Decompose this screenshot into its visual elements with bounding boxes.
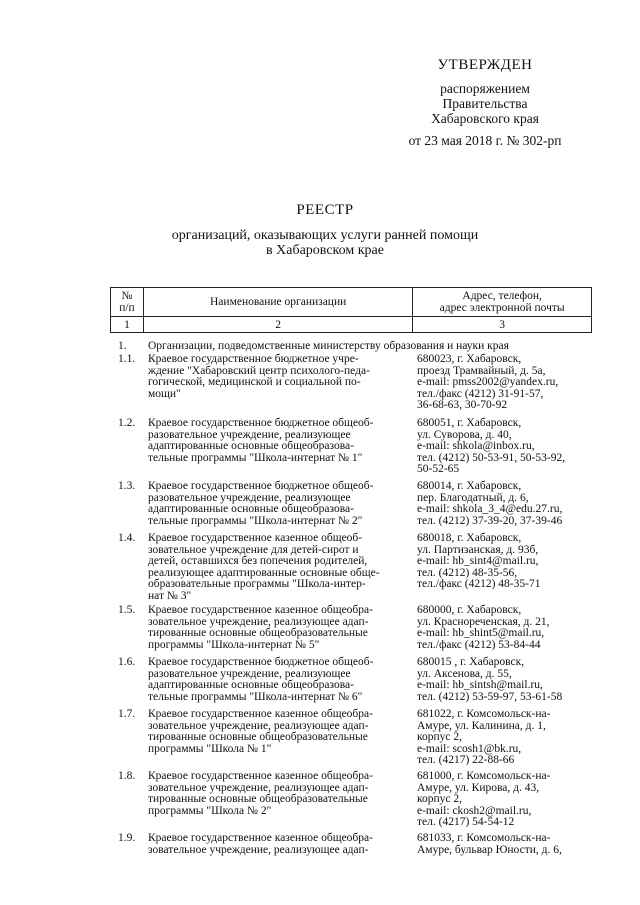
organization-name [148,533,398,602]
table-row [110,418,600,481]
header-number: № п/п [111,288,144,317]
section-text: Организации, подведомственные министерству образования и науки края [148,340,509,352]
organization-name [148,354,398,400]
contact-line: 680018, г. Хабаровск, [417,532,522,544]
organization-name [148,833,398,856]
approval-line: распоряжением [440,81,530,96]
approval-block [385,58,585,148]
approval-date: от 23 мая 2018 г. № 302-рп [408,133,562,148]
contact-line: e-mail: ckosh2@mail.ru, [417,804,532,817]
org-line: Краевое государственное казенное общеобра- [148,604,373,616]
org-line: тированные основные общеобразовательные [148,793,368,805]
entry-number: 1.5. [118,604,136,616]
organization-name [148,418,398,464]
title-line: организаций, оказывающих услуги ранней помощи [171,228,479,243]
table-row [110,771,600,833]
contact-line: пер. Благодатный, д. 6, [417,491,529,504]
org-line: тированные основные общеобразовательные [148,627,368,639]
organization-contacts [417,771,597,829]
section-number: 1. [118,340,127,352]
organization-contacts [417,605,597,651]
org-line: тированные основные общеобразовательные [148,731,368,743]
organization-name [148,771,398,817]
contact-line: ул. Партизанская, д. 93б, [417,543,539,556]
title-line: в Хабаровском крае [266,243,384,258]
entry-number: 1.6. [118,656,136,668]
org-line: адаптированные основные общеобразова- [148,679,354,691]
org-line: разовательное учреждение, реализующее [148,491,351,504]
org-line: зовательное учреждение, реализующее адап- [148,843,369,856]
contact-line: 681022, г. Комсомольск-на- [417,708,551,720]
organization-contacts [417,418,597,476]
table-row [110,709,600,771]
contact-line: тел. (4217) 54-54-12 [417,816,515,828]
org-line: Краевое государственное казенное общеоб- [148,532,363,544]
contact-line: тел./факс (4212) 53-84-44 [417,638,541,651]
org-line: программы "Школа № 2" [148,804,272,817]
table-row [110,533,600,605]
org-line: Краевое государственное казенное общеобра- [148,770,373,782]
organization-contacts [417,833,597,856]
org-line: детей, оставшихся без попечения родителей, [148,555,368,567]
contact-line: тел. (4212) 50-53-91, 50-53-92, [417,451,566,464]
table-row [110,833,600,873]
organization-contacts [417,354,597,412]
contact-line: e-mail: shkola@inbox.ru, [417,440,535,452]
registry-table-header [110,287,592,333]
org-line: тельные программы "Школа-интернат № 6" [148,690,363,703]
org-line: Краевое государственное бюджетное учре- [148,353,359,365]
organization-name [148,481,398,527]
column-number: 2 [143,317,412,333]
org-line: адаптированные основные общеобразова- [148,440,354,452]
org-line: тельные программы "Школа-интернат № 1" [148,451,363,464]
approval-line: Правительства [442,96,528,111]
org-line: зовательное учреждение, реализующее адап- [148,719,369,732]
contact-line: тел. (4212) 37-39-20, 37-39-46 [417,514,563,527]
org-line: нат № 3" [148,589,192,602]
title-main: РЕЕСТР [296,202,354,218]
org-line: Краевое государственное бюджетное общеоб- [148,417,374,429]
org-line: зовательное учреждение, реализующее адап- [148,615,369,628]
entry-number: 1.4. [118,532,136,544]
column-number: 3 [413,317,592,333]
contact-line: ул. Суворова, д. 40, [417,428,512,441]
organization-contacts [417,481,597,527]
section-row [110,337,600,354]
organization-name [148,709,398,755]
organization-contacts [417,709,597,767]
table-row [110,354,600,418]
org-line: зовательное учреждение для детей-сирот и [148,543,359,556]
org-line: Краевое государственное бюджетное общеоб- [148,480,374,492]
contact-line: тел./факс (4212) 48-35-71 [417,578,541,590]
entry-list [110,354,600,873]
org-line: тельные программы "Школа-интернат № 2" [148,514,363,527]
contact-line: тел. (4217) 22-88-66 [417,754,515,766]
contact-line: e-mail: hb_shint5@mail.ru, [417,627,545,639]
column-number: 1 [111,317,144,333]
org-line: разовательное учреждение, реализующее [148,428,351,441]
org-line: Краевое государственное казенное общеобра- [148,708,373,720]
contact-line: 50-52-65 [417,463,460,475]
entry-number: 1.8. [118,770,136,782]
org-line: образовательные программы "Школа-интер- [148,578,366,590]
entry-number: 1.1. [118,353,136,365]
org-line: разовательное учреждение, реализующее [148,667,351,680]
contact-line: 36-68-63, 30-70-92 [417,399,508,411]
entry-number: 1.3. [118,480,136,492]
contact-line: тел. (4212) 53-59-97, 53-61-58 [417,690,563,703]
org-line: Краевое государственное бюджетное общеоб- [148,656,374,668]
entry-number: 1.9. [118,832,136,844]
table-row [110,481,600,533]
contact-line: 681000, г. Комсомольск-на- [417,770,551,782]
contact-line: 680023, г. Хабаровск, [417,353,522,365]
approval-heading: УТВЕРЖДЕН [437,57,533,73]
org-line: ждение "Хабаровский центр психолого-педа- [148,364,370,377]
org-line: зовательное учреждение, реализующее адап- [148,781,369,794]
org-line: реализующее адаптированные основные обще- [148,566,380,579]
organization-name [148,605,398,651]
organization-contacts [417,657,597,703]
contact-line: 680000, г. Хабаровск, [417,604,522,616]
contact-line: проезд Трамвайный, д. 5а, [417,364,546,377]
contact-line: 680014, г. Хабаровск, [417,480,522,492]
org-line: программы "Школа-интернат № 5" [148,638,320,651]
registry-entries [110,337,600,873]
contact-line: e-mail: hb_sintsh@mail.ru, [417,679,543,691]
contact-line: тел./факс (4212) 31-91-57, [417,387,544,400]
contact-line: Амуре, ул. Калинина, д. 1, [417,719,546,732]
contact-line: e-mail: pmss2002@yandex.ru, [417,376,559,388]
table-row [110,605,600,657]
approval-line: Хабаровского края [431,111,539,126]
contact-line: e-mail: scosh1@bk.ru, [417,742,522,755]
contact-line: Амуре, ул. Кирова, д. 43, [417,781,540,794]
org-line: программы "Школа № 1" [148,742,272,755]
contact-line: Амуре, бульвар Юности, д. 6, [417,843,562,856]
contact-line: 681033, г. Комсомольск-на- [417,832,551,844]
org-line: Краевое государственное казенное общеобра- [148,832,373,844]
contact-line: 680051, г. Хабаровск, [417,417,522,429]
organization-contacts [417,533,597,591]
organization-name [148,657,398,703]
contact-line: ул. Аксенова, д. 55, [417,667,512,680]
contact-line: тел. (4212) 48-35-56, [417,566,518,579]
header-address: Адрес, телефон, адрес электронной почты [413,288,592,317]
contact-line: e-mail: hb_sint4@mail.ru, [417,555,539,567]
org-line: адаптированные основные общеобразова- [148,503,354,515]
org-line: гогической, медицинской и социальной по- [148,376,361,388]
contact-line: 680015 , г. Хабаровск, [417,656,525,668]
table-row [110,657,600,709]
org-line: мощи" [148,387,181,400]
contact-line: ул. Краснореченская, д. 21, [417,615,550,628]
entry-number: 1.2. [118,417,136,429]
entry-number: 1.7. [118,708,136,720]
contact-line: корпус 2, [417,793,463,805]
contact-line: e-mail: shkola_3_4@edu.27.ru, [417,503,563,515]
header-org-name: Наименование организации [143,288,412,317]
contact-line: корпус 2, [417,731,463,743]
document-title [110,203,540,258]
